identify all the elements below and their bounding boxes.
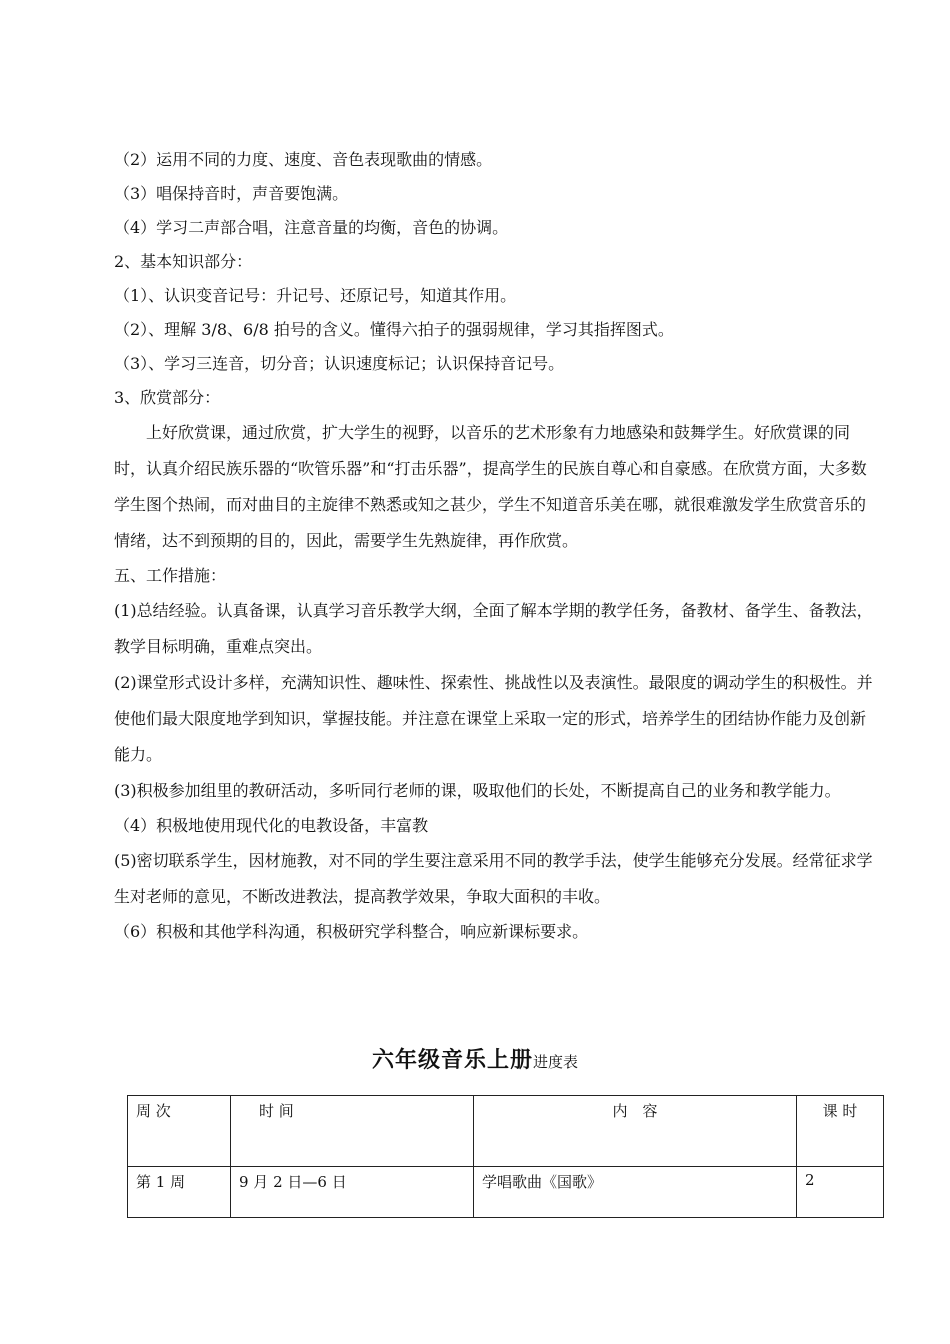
measure-item: （6）积极和其他学科沟通，积极研究学科整合，响应新课标要求。 (114, 922, 589, 941)
text-line: （3）唱保持音时，声音要饱满。 (114, 184, 349, 203)
section-heading: 五、工作措施： (114, 566, 227, 585)
text-line: （4）学习二声部合唱，注意音量的均衡，音色的协调。 (114, 218, 509, 237)
measure-item: (5)密切联系学生，因材施教，对不同的学生要注意采用不同的教学手法，使学生能够充分发展。经常征求学生对老师的意见，不断改进教法，提高教学效果，争取大面积的丰收。 (114, 851, 873, 906)
measure-item: (1)总结经验。认真备课，认真学习音乐教学大纲，全面了解本学期的教学任务，备教材、备学生、备教法，教学目标明确，重难点突出。 (114, 601, 873, 656)
text-line: （1）、认识变音记号：升记号、还原记号，知道其作用。 (114, 286, 517, 305)
document-body (114, 143, 874, 949)
header-hours: 课 时 (797, 1096, 884, 1167)
schedule-title-sub: 进度表 (533, 1053, 579, 1071)
text-line: （2）、理解 3/8、6/8 拍号的含义。懂得六拍子的强弱规律，学习其指挥图式。 (114, 320, 674, 339)
header-time: 时 间 (231, 1096, 474, 1167)
text-line: （2）运用不同的力度、速度、音色表现歌曲的情感。 (114, 150, 493, 169)
schedule-title (0, 1043, 950, 1074)
cell-hours: 2 (797, 1167, 884, 1218)
cell-time: 9 月 2 日—6 日 (231, 1167, 474, 1218)
text-line: （3）、学习三连音，切分音；认识速度标记；认识保持音记号。 (114, 354, 565, 373)
header-content: 内 容 (474, 1096, 797, 1167)
header-week: 周 次 (128, 1096, 231, 1167)
section-heading: 2、基本知识部分： (114, 252, 253, 271)
cell-content: 学唱歌曲《国歌》 (474, 1167, 797, 1218)
measure-item: （4）积极地使用现代化的电教设备，丰富教 (114, 816, 429, 835)
schedule-title-main: 六年级音乐上册 (371, 1047, 533, 1073)
schedule-table (127, 1095, 884, 1218)
measure-item: (2)课堂形式设计多样，充满知识性、趣味性、探索性、挑战性以及表演性。最限度的调动学生的积极性。并使他们最大限度地学到知识，掌握技能。并注意在课堂上采取一定的形式，培养学生的团结协作能力及创新能力。 (114, 673, 873, 764)
measure-item: (3)积极参加组里的教研活动，多听同行老师的课，吸取他们的长处，不断提高自己的业务和教学能力。 (114, 781, 841, 800)
section-heading: 3、欣赏部分： (114, 388, 221, 407)
cell-week: 第 1 周 (128, 1167, 231, 1218)
table-row (128, 1167, 884, 1218)
table-header-row (128, 1096, 884, 1167)
appreciation-paragraph: 上好欣赏课，通过欣赏，扩大学生的视野，以音乐的艺术形象有力地感染和鼓舞学生。好欣赏课的同时，认真介绍民族乐器的“吹管乐器”和“打击乐器”，提高学生的民族自尊心和自豪感。在欣赏方面，大多数学生图个热闹，而对曲目的主旋律不熟悉或知之甚少，学生不知道音乐美在哪，就很难激发学生欣赏音乐的情绪，达不到预期的目的，因此，需要学生先熟旋律，再作欣赏。 (114, 423, 867, 550)
